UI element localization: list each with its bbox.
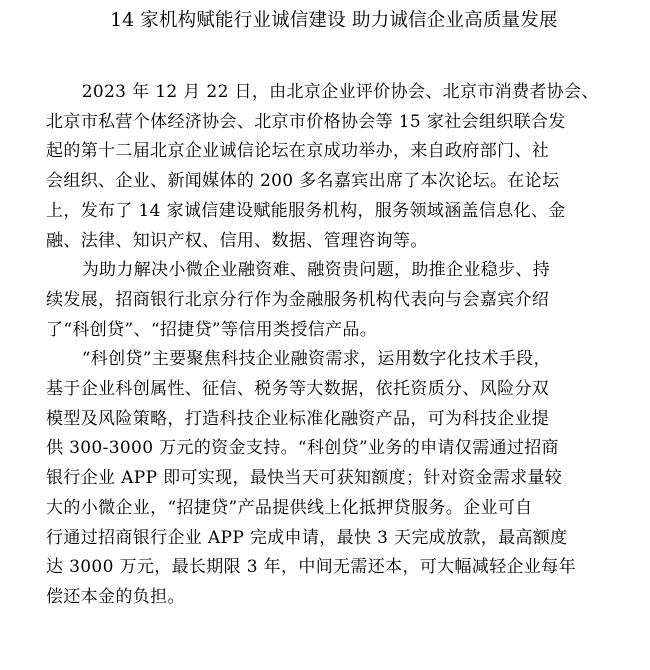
paragraph-line: 会组织、企业、新闻媒体的 200 多名嘉宾出席了本次论坛。在论坛 <box>46 171 560 192</box>
paragraph-line: “科创贷”主要聚焦科技企业融资需求，运用数字化技术手段， <box>81 349 551 370</box>
paragraph-line: 2023 年 12 月 22 日，由北京企业评价协会、北京市消费者协会、 <box>81 82 599 102</box>
paragraph-line: 续发展，招商银行北京分行作为金融服务机构代表向与会嘉宾介绍 <box>46 289 550 310</box>
paragraph-2 <box>46 256 622 345</box>
paragraph-line: 行通过招商银行企业 APP 完成申请，最快 3 天完成放款，最高额度 <box>46 527 568 548</box>
paragraph-line: 基于企业科创属性、征信、税务等大数据，依托资质分、风险分双 <box>46 379 550 400</box>
paragraph-line: 融、法律、知识产权、信用、数据、管理咨询等。 <box>46 230 428 251</box>
paragraph-line: 为助力解决小微企业融资难、融资贵问题，助推企业稳步、持 <box>81 260 551 281</box>
paragraph-3 <box>46 345 622 612</box>
article-body <box>46 78 622 613</box>
paragraph-line: 偿还本金的负担。 <box>46 586 185 607</box>
paragraph-line: 银行企业 APP 即可实现，最快当天可获知额度；针对资金需求量较 <box>46 468 563 489</box>
article-title: 14 家机构赋能行业诚信建设 助力诚信企业高质量发展 <box>110 10 558 31</box>
paragraph-line: 模型及风险策略，打造科技企业标准化融资产品，可为科技企业提 <box>46 408 550 429</box>
paragraph-line: 北京市私营个体经济协会、北京市价格协会等 15 家社会组织联合发 <box>46 111 566 132</box>
paragraph-line: 供 300-3000 万元的资金支持。“科创贷”业务的申请仅需通过招商 <box>46 438 559 459</box>
paragraph-line: 上，发布了 14 家诚信建设赋能服务机构，服务领域涵盖信息化、金 <box>46 200 566 221</box>
paragraph-line: 起的第十二届北京企业诚信论坛在京成功举办，来自政府部门、社 <box>46 141 550 162</box>
paragraph-line: 达 3000 万元，最长期限 3 年，中间无需还本，可大幅减轻企业每年 <box>46 557 576 578</box>
paragraph-line: 大的小微企业，“招捷贷”产品提供线上化抵押贷服务。企业可自 <box>46 497 533 518</box>
paragraph-line: 了“科创贷”、“招捷贷”等信用类授信产品。 <box>46 319 378 340</box>
paragraph-1 <box>46 78 622 256</box>
